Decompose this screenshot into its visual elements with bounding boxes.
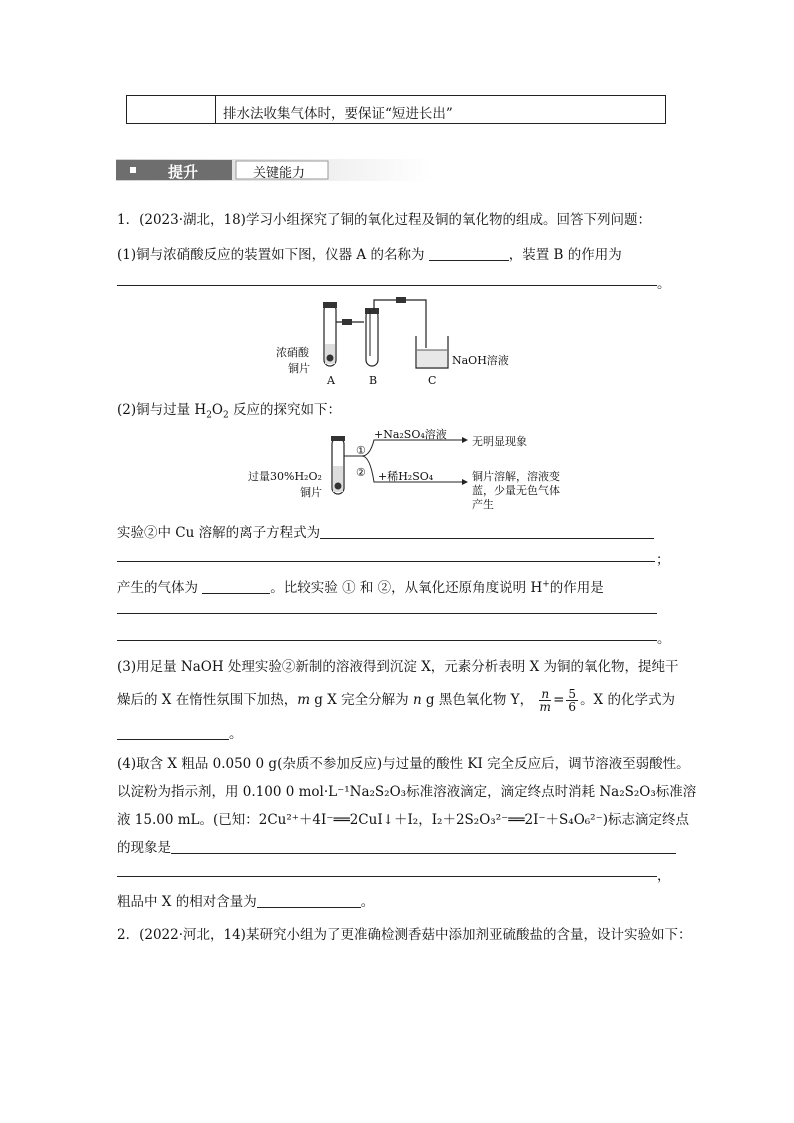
label-copper-2: 铜片 <box>300 486 322 499</box>
label-a: A <box>327 374 335 387</box>
q1-part2 <box>117 398 341 421</box>
label-conc-nitric-acid: 浓硝酸 <box>276 346 309 359</box>
period: 。 <box>657 631 671 647</box>
period: 。 <box>360 894 375 910</box>
answer-blank[interactable] <box>202 580 270 594</box>
subscript: 2 <box>206 410 212 421</box>
table-cell-text: 排水法收集气体时，要保证“短进长出” <box>223 106 453 122</box>
label-no-change: 无明显现象 <box>472 435 527 448</box>
q1-part1-text-b: ，装置 B 的作用为 <box>508 247 622 263</box>
q1-part2-text-b: 反应的探究如下： <box>233 402 342 418</box>
summary-table-row <box>126 95 666 124</box>
q1-part4-line3: 液 15.00 mL。(已知：2Cu²⁺＋4I⁻══2CuI↓＋I₂，I₂＋2S₂O₃²⁻══2I⁻＋S₄O₆²⁻)标志滴定终点 <box>117 812 689 828</box>
label-copper: 铜片 <box>288 362 310 375</box>
period: 。 <box>229 726 243 742</box>
q1-part2-equation <box>117 521 654 541</box>
square-bullet-icon <box>130 167 136 173</box>
q1-p4-text-b: 。比较实验 ① 和 ②，从氧化还原角度说明 H <box>270 580 543 596</box>
label-na2so4: +Na₂SO₄溶液 <box>374 428 447 441</box>
q1-part3-b <box>117 688 675 713</box>
section-banner <box>116 157 432 183</box>
label-obs-line3: 产生 <box>472 498 494 511</box>
label-b: B <box>369 374 378 387</box>
q1-part4-line2: 以淀粉为指示剂，用 0.100 0 mol·L⁻¹Na₂S₂O₃标准溶液滴定，滴定终点时消耗 Na₂S₂O₃标准溶 <box>117 784 697 800</box>
answer-blank[interactable] <box>429 247 509 261</box>
frac-den: 6 <box>568 700 577 714</box>
subscript: 2 <box>223 410 229 421</box>
frac-num: n <box>541 687 550 701</box>
q1-p3-text: 实验②中 Cu 溶解的离子方程式为 <box>117 525 321 541</box>
frac-num: 5 <box>568 687 577 701</box>
label-obs-line2: 蓝，少量无色气体 <box>472 484 560 497</box>
comma: ， <box>657 868 671 884</box>
banner-left-label: 提升 <box>168 163 199 181</box>
label-obs-line1: 铜片溶解，溶液变 <box>472 470 560 483</box>
q1-part4-line1: (4)取含 X 粗品 0.050 0 g(杂质不参加反应)与过量的酸性 KI 完全反应后，调节溶液至弱酸性。 <box>117 756 690 772</box>
q1-p6-text-f: 。X 的化学式为 <box>580 692 675 708</box>
q1-part1 <box>117 243 622 263</box>
q1-part4-line4 <box>117 836 676 856</box>
equals: = <box>553 692 565 708</box>
banner-right-label: 关键能力 <box>253 166 306 181</box>
q1-part3-answer <box>117 722 243 742</box>
label-exp2: ② <box>356 466 366 479</box>
q1-p11-text: 的现象是 <box>117 840 171 856</box>
q1-part2-o: O <box>211 402 223 418</box>
table-empty-cell <box>127 96 216 123</box>
apparatus-figure <box>270 296 509 388</box>
q1-p6-text: 燥后的 X 在惰性氛围下加热， <box>117 692 298 708</box>
label-dilute-h2so4: +稀H₂SO₄ <box>378 470 434 483</box>
q1-part3: (3)用足量 NaOH 处理实验②新制的溶液得到沉淀 X，元素分析表明 X 为铜的氧化物，提纯干 <box>117 659 679 675</box>
var-m: m <box>297 692 311 708</box>
period: 。 <box>657 276 671 292</box>
label-excess-h2o2: 过量30%H₂O₂ <box>248 470 322 483</box>
q1-part2-text: (2)铜与过量 H <box>117 402 207 418</box>
label-c: C <box>428 374 437 387</box>
h2o2-experiment-figure <box>248 426 568 512</box>
var-n: n <box>412 692 422 708</box>
frac-den: m <box>539 700 551 714</box>
label-naoh: NaOH溶液 <box>452 354 509 367</box>
q1-part4-content <box>117 890 374 910</box>
q1-p4-text-c: 的作用是 <box>549 580 604 596</box>
answer-blank[interactable] <box>117 726 229 740</box>
label-exp1: ① <box>356 444 366 457</box>
answer-blank[interactable] <box>257 894 361 908</box>
answer-line[interactable] <box>117 876 657 877</box>
q1-intro: 1．(2023·湖北，18)学习小组探究了铜的氧化过程及铜的氧化物的组成。回答下列问题： <box>117 212 651 228</box>
answer-line[interactable] <box>117 613 657 614</box>
answer-blank[interactable] <box>320 525 654 539</box>
fraction-n-over-m <box>539 688 551 713</box>
superscript: + <box>542 579 550 590</box>
q1-p6-text-e: g 黑色氧化物 Y， <box>421 692 534 708</box>
q1-p12-text: 粗品中 X 的相对含量为 <box>117 894 257 910</box>
answer-blank[interactable] <box>171 840 676 854</box>
q2-intro: 2．(2022·河北，14)某研究小组为了更准确检测香菇中添加剂亚硫酸盐的含量，设计实验如下： <box>117 927 692 943</box>
q1-part1-text: (1)铜与浓硝酸反应的装置如下图，仪器 A 的名称为 <box>117 247 425 263</box>
q1-p6-text-c: g X 完全分解为 <box>310 692 413 708</box>
semicolon: ； <box>656 552 670 568</box>
q1-part2-gas <box>117 576 604 596</box>
answer-line[interactable] <box>117 561 655 562</box>
q1-p4-text: 产生的气体为 <box>117 580 198 596</box>
answer-line[interactable] <box>117 640 657 641</box>
answer-line[interactable] <box>117 285 657 286</box>
fraction-5-over-6 <box>566 688 578 713</box>
